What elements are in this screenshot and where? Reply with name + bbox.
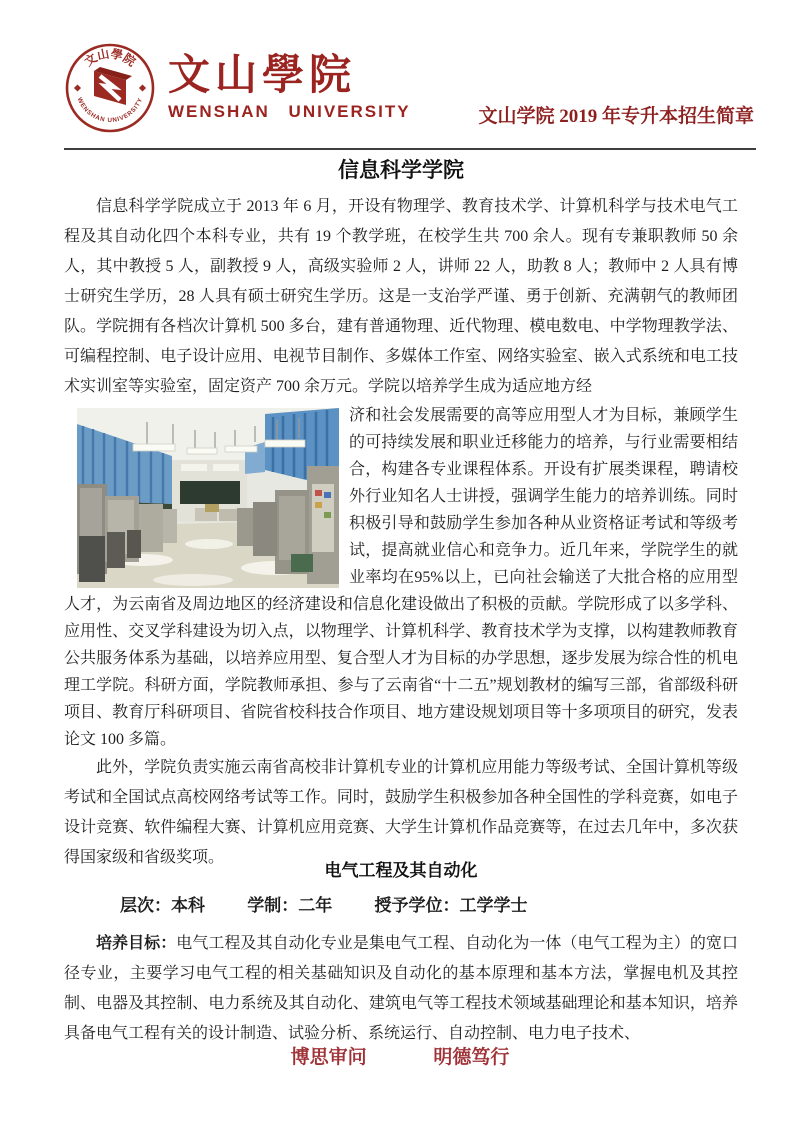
header [64,42,754,134]
admissions-banner: 文山学院 2019 年专升本招生简章 [478,106,754,127]
page-footer [0,1042,800,1069]
program-section [64,856,738,1049]
intro-paragraph-1: 信息科学学院成立于 2013 年 6 月，开设有物理学、教育技术学、计算机科学与技术电气工程及其自动化四个本科专业，共有 19 个教学班，在校学生共 700 余人。现有专兼职教师 50 余人，其中教授 5 人，副教授 9 人，高级实验师 2 人，讲师 22 人，助教 8 人；教师中 2 人具有博士研究生学历，28 人具有硕士研究生学历。这是一支治学严谨、勇于创新、充满朝气的教师团队。学院拥有各档次计算机 500 多台，建有普通物理、近代物理、模电数电、中学物理教学法、可编程控制、电子设计应用、电视节目制作、多媒体工作室、网络实验室、嵌入式系统和电工技术实训室等实验室，固定资产 700 余万元。学院以培养学生成为适应地方经 [64,198,738,395]
footer-motto-left: 博思审问 [290,1047,367,1068]
seal-top-text: 文山學院 [81,46,139,70]
university-name-en: WENSHAN UNIVERSITY [168,102,411,122]
program-duration-value: 二年 [298,896,333,915]
seal-mountain-emblem-icon [94,67,132,105]
svg-text:WENSHAN UNIVERSITY [76,97,145,124]
program-level-label: 层次： [120,896,171,915]
seal-right-dot-icon [139,84,146,91]
program-duration-label: 学制： [247,896,299,915]
program-degree-label: 授予学位： [374,896,460,915]
program-level [120,896,205,915]
intro-paragraph-2: 此外，学院负责实施云南省高校非计算机专业的计算机应用能力等级考试、全国计算机等级考试和全国试点高校网络考试等工作。同时，鼓励学生积极参加各种全国性的学科竞赛，如电子设计竞赛、软件编程大赛、计算机应用竞赛、大学生计算机作品竞赛等，在过去几年中，多次获得国家级和省级奖项。 [64,759,738,866]
program-objective-label: 培养目标： [96,935,177,952]
college-intro-section [64,154,738,873]
program-degree [375,896,528,915]
program-objective [64,929,738,1049]
program-title: 电气工程及其自动化 [324,861,478,880]
program-levels-line [64,891,738,921]
intro-paragraph-1-continued: 济和社会发展需要的高等应用型人才为目标，兼顾学生的可持续发展和职业迁移能力的培养，与行业需要相结合，构建各专业课程体系。开设有扩展类课程，聘请校外行业知名人士讲授，强调学生能力的培养训练。同时积极引导和鼓励学生参加各种从业资格证考试和等级考试，提高就业信心和竞争力。近几年来，学院学生的就业率均在95%以上，已向社会输送了大批合格的应用型人才，为云南省及周边地区的经济建设和信息化建设做出了积极的贡献。学院形成了以多学科、应用性、交叉学科建设为切入点，以物理学、计算机科学、教育技术学为支撑，以构建教师教育公共服务体系为基础，以培养应用型、复合型人才为目标的办学思想，逐步发展为综合性的机电理工学院。科研方面，学院教师承担、参与了云南省“十二五”规划教材的编写三部，省部级科研项目、教育厅科研项目、省院省校科技合作项目、地方建设规划项目等十多项项目的研究，发表论文 100 多篇。 [64,407,738,748]
photo-wrap-zone [64,402,738,753]
university-logo [64,42,411,134]
seal-bottom-text: WENSHAN UNIVERSITY [75,96,145,125]
seal-left-dot-icon [74,84,81,91]
program-degree-value: 工学学士 [459,896,528,915]
program-level-value: 本科 [171,896,205,915]
computer-lab-photo [77,408,339,588]
program-objective-text: 电气工程及其自动化专业是集电气工程、自动化为一体（电气工程为主）的宽口径专业，主要学习电气工程的相关基础知识及自动化的基本原理和基本方法，掌握电机及其控制、电器及其控制、电力系统及其自动化、建筑电气等工程技术领域基础理论和基本知识，培养具备电气工程有关的设计制造、试验分析、系统运行、自动控制、电力电子技术、 [64,935,738,1042]
college-title: 信息科学学院 [338,158,464,182]
university-seal-icon [64,42,156,134]
footer-motto-right: 明德笃行 [433,1047,510,1068]
university-name-cn: 文山學院 [168,52,357,99]
header-divider [64,148,756,150]
program-duration [247,896,332,915]
university-wordmark [168,54,411,122]
